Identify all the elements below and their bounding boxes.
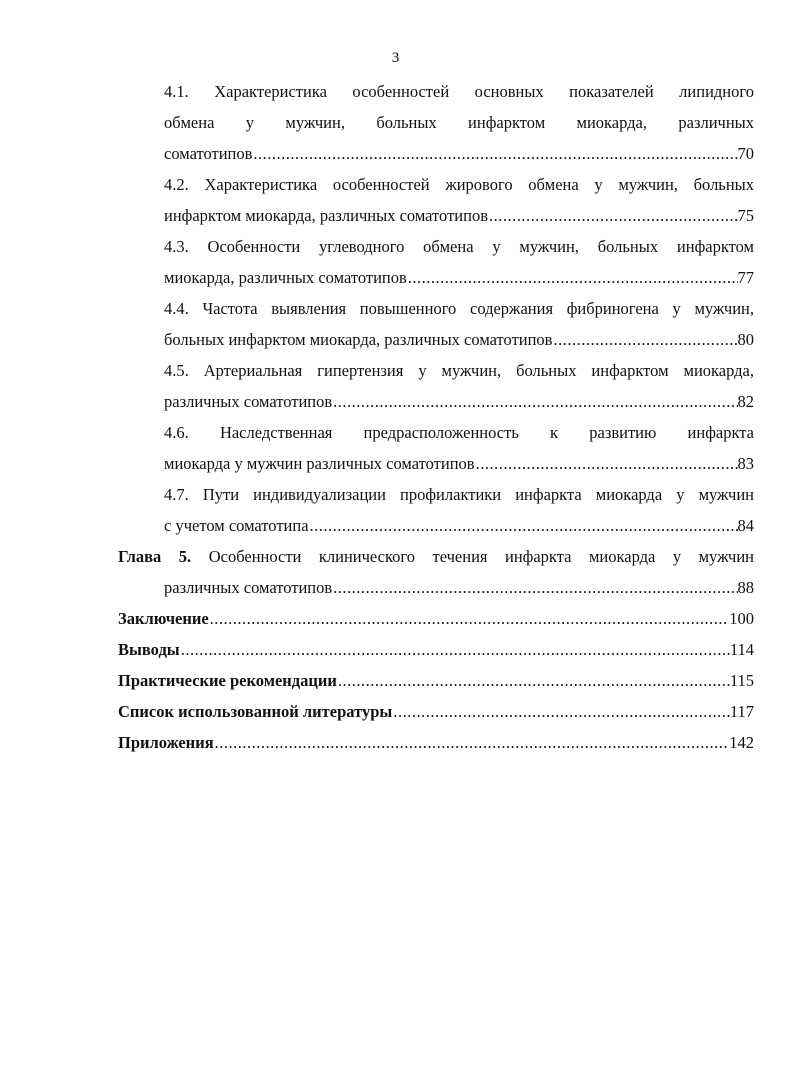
toc-page-number: 115	[729, 671, 754, 690]
toc-page-number: 70	[737, 144, 754, 163]
toc-entry-4-5[interactable]	[118, 355, 754, 417]
dot-leader	[392, 696, 730, 727]
section-title: Приложения	[118, 733, 214, 752]
toc-entry-4-3[interactable]	[118, 231, 754, 293]
dot-leader	[332, 386, 737, 417]
toc-entry-text: различных соматотипов	[164, 578, 333, 597]
section-title: Практические рекомендации	[118, 671, 337, 690]
toc-page-number: 88	[737, 578, 754, 597]
toc-entry-4-7[interactable]	[118, 479, 754, 541]
toc-entry-text: больных инфарктом миокарда, различных соматотипов	[164, 330, 553, 349]
dot-leader	[407, 262, 738, 293]
toc-entry-text: различных соматотипов	[164, 392, 333, 411]
toc-page-number: 83	[737, 454, 754, 473]
toc-page-number: 75	[737, 206, 754, 225]
section-title: Список использованной литературы	[118, 702, 393, 721]
toc-page-number: 77	[737, 268, 754, 287]
dot-leader	[332, 572, 737, 603]
toc-page-number: 114	[729, 640, 754, 659]
toc-page-number: 84	[737, 516, 754, 535]
dot-leader	[209, 603, 730, 634]
chapter-title-line: Особенности клинического течения инфаркта миокарда у мужчин	[208, 547, 755, 566]
section-title: Выводы	[118, 640, 180, 659]
toc-entry-text: соматотипов	[164, 144, 253, 163]
toc-entry-text: миокарда, различных соматотипов	[164, 268, 407, 287]
dot-leader	[552, 324, 737, 355]
table-of-contents	[118, 76, 754, 758]
toc-entry-text: миокарда у мужчин различных соматотипов	[164, 454, 475, 473]
toc-page-number: 80	[737, 330, 754, 349]
toc-page-number: 117	[729, 702, 754, 721]
page-number: 3	[391, 50, 400, 66]
dot-leader	[488, 200, 738, 231]
toc-page-number: 82	[737, 392, 754, 411]
toc-entry-4-6[interactable]	[118, 417, 754, 479]
dot-leader	[252, 138, 737, 169]
toc-section-appendices[interactable]	[118, 727, 754, 758]
toc-entry-line: обмена у мужчин, больных инфарктом миокарда, различных	[164, 113, 754, 132]
section-title: Заключение	[118, 609, 209, 628]
dot-leader	[214, 727, 730, 758]
toc-section-conclusions[interactable]	[118, 634, 754, 665]
toc-section-recommendations[interactable]	[118, 665, 754, 696]
toc-entry-text: с учетом соматотипа	[164, 516, 309, 535]
toc-chapter-5[interactable]	[118, 541, 754, 603]
toc-page-number: 142	[729, 733, 754, 752]
toc-entry-4-1[interactable]	[118, 76, 754, 169]
toc-entry-line: 4.6. Наследственная предрасположенность к развитию инфаркта	[164, 423, 754, 442]
toc-entry-line: 4.4. Частота выявления повышенного содержания фибриногена у мужчин,	[164, 299, 754, 318]
dot-leader	[337, 665, 730, 696]
toc-entry-line: 4.3. Особенности углеводного обмена у мужчин, больных инфарктом	[164, 237, 754, 256]
toc-section-conclusion[interactable]	[118, 603, 754, 634]
toc-entry-line: 4.7. Пути индивидуализации профилактики инфаркта миокарда у мужчин	[164, 485, 754, 504]
toc-entry-line: 4.2. Характеристика особенностей жирового обмена у мужчин, больных	[164, 175, 754, 194]
toc-entry-line: 4.5. Артериальная гипертензия у мужчин, больных инфарктом миокарда,	[164, 361, 754, 380]
toc-entry-4-4[interactable]	[118, 293, 754, 355]
chapter-label: Глава 5.	[118, 547, 192, 566]
dot-leader	[309, 510, 738, 541]
toc-entry-text: инфарктом миокарда, различных соматотипов	[164, 206, 488, 225]
toc-page-number: 100	[729, 609, 754, 628]
dot-leader	[475, 448, 738, 479]
toc-entry-4-2[interactable]	[118, 169, 754, 231]
toc-section-references[interactable]	[118, 696, 754, 727]
toc-entry-line: 4.1. Характеристика особенностей основных показателей липидного	[164, 82, 754, 101]
dot-leader	[180, 634, 730, 665]
